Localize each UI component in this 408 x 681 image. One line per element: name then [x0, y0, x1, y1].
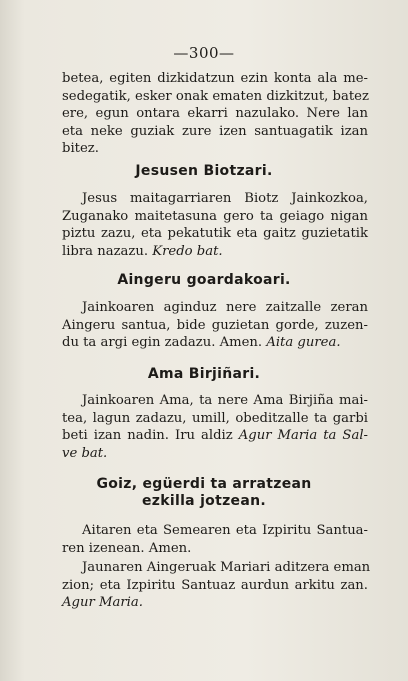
text-line: Aingeru santua, bide guzietan gorde, zuzen-	[62, 317, 368, 333]
text-line: piztu zazu, eta pekatutik eta gaitz guzietatik	[62, 226, 368, 241]
section-heading-aingeru-goardakoari: Aingeru goardakoari.	[117, 272, 291, 288]
text-line: ren izenean. Amen.	[62, 540, 192, 556]
text-line: Jaunaren Aingeruak Mariari aditzera eman	[82, 560, 371, 575]
text-line	[62, 243, 368, 261]
text-run: du ta argi egin zadazu. Amen.	[62, 335, 263, 350]
section-heading-jesusen-biotzari: Jesusen Biotzari.	[135, 163, 273, 179]
section-heading-ama-birjinari: Ama Birjiñari.	[147, 366, 261, 382]
section-body-jesusen-biotzari	[62, 190, 368, 260]
text-line: sedegatik, esker onak ematen dizkitzut, batez	[62, 88, 369, 104]
text-line: ve bat.	[62, 445, 108, 461]
prayer-instruction: Agur Maria.	[62, 595, 143, 610]
section-body-goiz-eguerdi-para1	[62, 522, 368, 557]
page-number: —300—	[173, 44, 235, 62]
text-line: ere, egun ontara ekarri nazulako. Nere lan	[62, 106, 368, 121]
text-line	[62, 427, 368, 445]
section-body-aingeru-goardakoari	[62, 299, 368, 352]
text-run: beti izan nadin. Iru aldiz	[62, 428, 233, 443]
text-line: tea, lagun zadazu, umill, obeditzalle ta garbi	[62, 410, 368, 426]
text-line: betea, egiten dizkidatzun ezin konta ala me-	[62, 71, 368, 86]
text-line: eta neke guziak zure izen santuagatik izan	[62, 123, 368, 139]
text-line	[62, 334, 368, 352]
text-line: bitez.	[62, 141, 99, 156]
text-line: Jainkoaren Ama, ta nere Ama Birjiña mai-	[82, 393, 368, 408]
continuation-paragraph	[62, 70, 368, 158]
text-line: zion; eta Izpiritu Santuaz aurdun arkitu zan.	[62, 577, 368, 593]
text-run: libra nazazu.	[62, 243, 149, 259]
text-line: Zuganako maitetasuna gero ta geiago nigan	[62, 208, 368, 224]
section-body-ama-birjinari	[62, 392, 368, 462]
section-heading-ezkilla-jotzean: ezkilla jotzean.	[142, 493, 266, 509]
prayer-instruction: Agur Maria ta Sal-	[238, 428, 368, 443]
section-heading-goiz-eguerdi: Goiz, egüerdi ta arratzean	[96, 476, 312, 492]
prayer-instruction: Aita gurea.	[266, 335, 341, 350]
text-line: Aitaren eta Semearen eta Izpiritu Santua-	[82, 523, 368, 538]
text-line: Jesus maitagarriaren Biotz Jainkozkoa,	[82, 191, 368, 206]
prayer-instruction: Kredo bat.	[152, 243, 223, 259]
section-body-goiz-eguerdi-para2	[62, 559, 371, 612]
text-line: Jainkoaren aginduz nere zaitzalle zeran	[82, 300, 368, 315]
